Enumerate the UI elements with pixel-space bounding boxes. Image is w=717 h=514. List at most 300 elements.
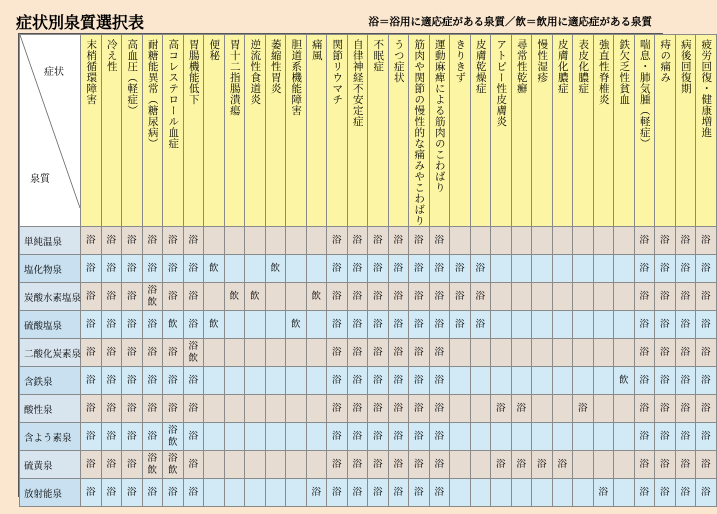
table-cell: 浴	[429, 479, 450, 507]
table-cell: 飲	[204, 311, 225, 339]
table-cell: 浴	[655, 451, 676, 479]
table-cell: 浴	[388, 255, 409, 283]
table-cell: 浴	[429, 451, 450, 479]
table-cell: 飲	[306, 283, 327, 311]
table-cell: 浴	[327, 311, 348, 339]
table-cell	[552, 395, 573, 423]
table-cell	[306, 423, 327, 451]
table-cell	[552, 255, 573, 283]
table-cell: 浴	[368, 227, 389, 255]
table-cell: 浴	[122, 395, 143, 423]
column-header	[511, 35, 532, 227]
table-cell	[450, 367, 471, 395]
table-cell	[552, 311, 573, 339]
table-cell	[450, 423, 471, 451]
table-cell: 浴	[634, 255, 655, 283]
table-cell	[306, 451, 327, 479]
table-cell: 浴	[634, 227, 655, 255]
table-cell: 浴	[491, 395, 512, 423]
spring-type-name: 含よう素泉	[20, 423, 81, 451]
column-header-label: 胃十二指腸潰瘍	[228, 39, 241, 116]
table-cell: 浴	[81, 367, 102, 395]
table-cell: 飲	[204, 255, 225, 283]
table-cell: 浴	[409, 283, 430, 311]
table-cell	[450, 451, 471, 479]
table-cell: 浴	[163, 227, 184, 255]
column-header	[286, 35, 307, 227]
table-cell: 浴	[101, 311, 122, 339]
table-cell	[614, 255, 635, 283]
table-cell: 浴	[306, 479, 327, 507]
table-row	[20, 451, 717, 479]
column-header	[573, 35, 594, 227]
table-cell: 浴	[101, 339, 122, 367]
table-cell: 浴	[183, 255, 204, 283]
page-title: 症状別泉質選択表	[16, 13, 145, 32]
table-cell: 浴	[429, 227, 450, 255]
table-cell	[470, 479, 491, 507]
table-cell	[470, 339, 491, 367]
table-cell	[450, 227, 471, 255]
table-cell: 浴	[655, 255, 676, 283]
table-body	[20, 227, 717, 507]
table-cell	[224, 227, 245, 255]
table-cell	[593, 255, 614, 283]
table-cell	[573, 451, 594, 479]
column-header-label: アトピー性皮膚炎	[495, 39, 508, 127]
table-cell: 浴	[655, 227, 676, 255]
table-cell	[614, 339, 635, 367]
table-cell: 浴	[388, 395, 409, 423]
table-cell: 浴	[327, 283, 348, 311]
table-cell: 浴	[409, 395, 430, 423]
table-cell: 浴 飲	[183, 339, 204, 367]
table-cell	[614, 423, 635, 451]
column-header-label: 高コレステロール血症	[167, 39, 180, 149]
table-cell	[265, 311, 286, 339]
table-cell: 浴	[634, 283, 655, 311]
table-cell	[593, 339, 614, 367]
table-cell	[511, 283, 532, 311]
table-cell: 浴	[122, 451, 143, 479]
table-cell	[491, 311, 512, 339]
table-cell: 浴	[347, 367, 368, 395]
table-cell	[286, 255, 307, 283]
table-cell: 浴	[101, 479, 122, 507]
table-cell	[532, 479, 553, 507]
table-cell: 浴	[122, 283, 143, 311]
table-cell	[511, 367, 532, 395]
table-cell: 浴	[450, 283, 471, 311]
table-cell	[286, 339, 307, 367]
table-cell	[593, 395, 614, 423]
table-cell: 浴	[142, 255, 163, 283]
table-cell: 浴	[81, 227, 102, 255]
table-cell: 浴	[81, 339, 102, 367]
table-cell	[491, 339, 512, 367]
table-cell	[532, 367, 553, 395]
table-cell: 浴	[163, 367, 184, 395]
table-cell: 浴	[634, 311, 655, 339]
table-cell: 浴	[409, 255, 430, 283]
table-cell: 浴	[101, 423, 122, 451]
table-cell: 浴	[409, 451, 430, 479]
table-cell: 浴	[675, 339, 696, 367]
column-header	[306, 35, 327, 227]
table-cell: 浴	[122, 227, 143, 255]
table-cell: 浴	[368, 423, 389, 451]
table-cell	[204, 423, 225, 451]
table-cell: 浴	[409, 311, 430, 339]
table-cell	[593, 367, 614, 395]
column-header-label: 関節リウマチ	[331, 39, 344, 105]
table-cell	[552, 283, 573, 311]
column-header	[429, 35, 450, 227]
table-row	[20, 395, 717, 423]
table-cell: 浴	[470, 311, 491, 339]
column-header	[655, 35, 676, 227]
table-cell: 浴	[183, 367, 204, 395]
table-cell: 飲	[245, 283, 266, 311]
table-cell: 浴	[655, 367, 676, 395]
column-header	[593, 35, 614, 227]
column-header-label: 強直性脊椎炎	[597, 39, 610, 105]
table-cell: 浴	[655, 479, 676, 507]
table-cell: 浴	[696, 255, 717, 283]
column-header	[634, 35, 655, 227]
table-cell: 浴	[183, 395, 204, 423]
table-cell: 浴	[101, 283, 122, 311]
table-cell	[245, 479, 266, 507]
table-cell	[573, 339, 594, 367]
table-cell: 浴	[552, 451, 573, 479]
table-cell	[511, 479, 532, 507]
table-cell: 浴	[675, 283, 696, 311]
table-cell: 浴	[122, 479, 143, 507]
column-header	[327, 35, 348, 227]
table-cell: 浴 飲	[163, 451, 184, 479]
table-cell: 浴	[81, 255, 102, 283]
table-row	[20, 423, 717, 451]
table-cell: 浴	[347, 479, 368, 507]
table-cell: 浴	[368, 479, 389, 507]
table-cell	[491, 479, 512, 507]
column-header	[142, 35, 163, 227]
column-header-label: 病後回復期	[679, 39, 692, 94]
table-cell	[286, 283, 307, 311]
table-cell: 浴	[388, 479, 409, 507]
table-cell	[552, 423, 573, 451]
column-header-label: 運動麻痺による筋肉のこわばり	[433, 39, 446, 193]
table-cell: 浴	[470, 283, 491, 311]
table-cell: 浴	[675, 395, 696, 423]
table-cell: 浴	[388, 283, 409, 311]
column-header	[552, 35, 573, 227]
table-cell: 浴	[388, 451, 409, 479]
table-cell	[450, 479, 471, 507]
table-cell	[224, 255, 245, 283]
table-cell: 浴	[409, 367, 430, 395]
column-header-label: 皮膚化膿症	[556, 39, 569, 94]
table-cell: 浴	[634, 479, 655, 507]
table-cell: 浴	[183, 283, 204, 311]
table-row	[20, 479, 717, 507]
table-cell	[532, 395, 553, 423]
table-cell: 浴	[532, 451, 553, 479]
table-cell	[245, 311, 266, 339]
table-cell	[573, 283, 594, 311]
table-cell: 浴	[368, 255, 389, 283]
selection-table	[19, 34, 717, 507]
table-row	[20, 283, 717, 311]
table-row	[20, 227, 717, 255]
selection-table-frame	[18, 33, 713, 500]
table-cell	[306, 255, 327, 283]
table-cell	[224, 479, 245, 507]
table-cell: 浴	[327, 479, 348, 507]
table-cell	[224, 367, 245, 395]
table-cell	[245, 255, 266, 283]
table-cell: 浴	[429, 367, 450, 395]
table-cell: 浴	[696, 479, 717, 507]
table-cell: 浴	[409, 339, 430, 367]
spring-type-name: 硫黄泉	[20, 451, 81, 479]
table-cell	[470, 227, 491, 255]
column-header-label: うつ症状	[392, 39, 405, 83]
table-cell	[552, 227, 573, 255]
table-cell	[593, 451, 614, 479]
table-cell	[532, 339, 553, 367]
table-cell: 浴	[101, 227, 122, 255]
column-header	[265, 35, 286, 227]
table-cell: 浴	[142, 367, 163, 395]
table-cell	[511, 311, 532, 339]
table-cell: 浴	[368, 283, 389, 311]
table-cell: 浴	[388, 311, 409, 339]
table-cell	[450, 339, 471, 367]
column-header	[409, 35, 430, 227]
table-cell	[491, 367, 512, 395]
table-cell	[306, 395, 327, 423]
table-cell	[204, 367, 225, 395]
column-header-label: 冷え性	[105, 39, 118, 72]
table-cell	[491, 227, 512, 255]
table-cell: 浴	[163, 395, 184, 423]
spring-type-name: 炭酸水素塩泉	[20, 283, 81, 311]
spring-type-name: 二酸化炭素泉	[20, 339, 81, 367]
table-cell: 浴	[675, 255, 696, 283]
column-header-label: 高血圧（軽症）	[126, 39, 139, 116]
column-header	[204, 35, 225, 227]
column-header-label: 皮膚乾燥症	[474, 39, 487, 94]
table-cell: 浴	[163, 283, 184, 311]
table-cell: 浴	[142, 479, 163, 507]
table-cell: 浴	[696, 395, 717, 423]
table-cell: 浴	[368, 367, 389, 395]
table-cell: 浴	[101, 451, 122, 479]
table-cell	[265, 227, 286, 255]
table-cell: 飲	[163, 311, 184, 339]
table-cell: 浴	[81, 451, 102, 479]
table-cell: 浴	[634, 423, 655, 451]
column-header	[245, 35, 266, 227]
table-cell: 浴	[347, 255, 368, 283]
table-cell: 浴	[347, 423, 368, 451]
table-cell	[491, 423, 512, 451]
table-cell	[265, 339, 286, 367]
table-cell	[245, 395, 266, 423]
table-cell: 浴	[368, 395, 389, 423]
table-cell	[573, 479, 594, 507]
table-cell: 浴	[573, 395, 594, 423]
table-cell: 浴 飲	[163, 423, 184, 451]
table-cell: 浴	[183, 479, 204, 507]
symptom-label: 症状	[44, 67, 64, 78]
table-cell: 浴	[142, 339, 163, 367]
table-cell	[306, 367, 327, 395]
table-cell	[470, 367, 491, 395]
column-header-label: 疲労回復・健康増進	[700, 39, 713, 138]
table-cell: 浴	[675, 311, 696, 339]
table-cell	[552, 479, 573, 507]
table-cell	[306, 227, 327, 255]
table-cell: 浴	[450, 255, 471, 283]
table-cell: 浴	[122, 367, 143, 395]
table-cell	[511, 423, 532, 451]
table-cell: 浴	[429, 255, 450, 283]
column-header	[224, 35, 245, 227]
table-cell	[532, 311, 553, 339]
table-cell: 浴	[327, 227, 348, 255]
column-header-label: 逆流性食道炎	[249, 39, 262, 105]
column-header-label: 表皮化膿症	[577, 39, 590, 94]
column-header	[183, 35, 204, 227]
table-cell: 飲	[224, 283, 245, 311]
table-row	[20, 367, 717, 395]
table-cell: 浴 飲	[142, 283, 163, 311]
table-cell	[491, 255, 512, 283]
table-cell: 浴	[675, 479, 696, 507]
table-cell	[245, 367, 266, 395]
table-cell: 浴	[101, 255, 122, 283]
spring-type-name: 含鉄泉	[20, 367, 81, 395]
table-cell: 浴	[368, 451, 389, 479]
table-cell: 浴	[696, 283, 717, 311]
column-header-label: 痔の痛み	[659, 39, 672, 83]
table-cell: 浴	[183, 451, 204, 479]
table-cell: 浴	[81, 395, 102, 423]
table-cell: 浴	[368, 339, 389, 367]
table-cell	[470, 423, 491, 451]
table-cell	[224, 339, 245, 367]
column-header-label: 筋肉や関節の慢性的な痛みやこわばり	[413, 39, 426, 226]
table-cell	[532, 283, 553, 311]
table-cell	[204, 479, 225, 507]
table-cell: 浴	[122, 255, 143, 283]
table-cell: 浴	[142, 423, 163, 451]
table-cell	[593, 423, 614, 451]
column-header-label: 尋常性乾癬	[515, 39, 528, 94]
spring-type-name: 単純温泉	[20, 227, 81, 255]
header-row	[20, 35, 717, 227]
table-cell: 浴	[634, 339, 655, 367]
table-cell	[532, 227, 553, 255]
table-cell	[265, 423, 286, 451]
table-cell: 浴	[634, 395, 655, 423]
table-cell	[491, 283, 512, 311]
column-header-label: 萎縮性胃炎	[269, 39, 282, 94]
table-cell	[204, 395, 225, 423]
column-header	[81, 35, 102, 227]
column-header	[101, 35, 122, 227]
table-cell: 浴	[675, 423, 696, 451]
column-header-label: 末梢循環障害	[85, 39, 98, 105]
table-cell	[245, 451, 266, 479]
table-cell	[286, 395, 307, 423]
table-cell: 浴	[409, 423, 430, 451]
table-cell	[511, 339, 532, 367]
table-cell	[204, 283, 225, 311]
column-header	[675, 35, 696, 227]
table-cell: 浴	[696, 227, 717, 255]
table-cell: 浴	[511, 395, 532, 423]
table-cell	[573, 255, 594, 283]
table-cell	[224, 395, 245, 423]
table-cell: 浴	[655, 283, 676, 311]
table-cell: 浴	[696, 451, 717, 479]
table-cell	[204, 451, 225, 479]
table-cell	[245, 423, 266, 451]
table-cell	[573, 367, 594, 395]
table-cell	[286, 367, 307, 395]
column-header	[163, 35, 184, 227]
table-cell: 浴	[347, 283, 368, 311]
table-cell	[286, 227, 307, 255]
table-cell: 浴	[696, 423, 717, 451]
table-cell: 浴	[347, 339, 368, 367]
column-header-label: 鉄欠乏性貧血	[618, 39, 631, 105]
table-cell	[511, 255, 532, 283]
table-cell: 浴	[675, 451, 696, 479]
table-cell	[470, 395, 491, 423]
table-cell: 浴	[81, 311, 102, 339]
column-header	[347, 35, 368, 227]
table-cell: 浴	[675, 367, 696, 395]
corner-cell	[20, 35, 81, 227]
column-header	[388, 35, 409, 227]
table-cell: 浴	[634, 451, 655, 479]
table-cell	[593, 227, 614, 255]
table-cell: 浴	[347, 311, 368, 339]
table-cell: 浴	[183, 227, 204, 255]
table-cell	[614, 283, 635, 311]
table-cell: 浴	[327, 395, 348, 423]
table-cell	[265, 451, 286, 479]
table-cell: 浴	[429, 339, 450, 367]
table-cell	[614, 395, 635, 423]
table-cell: 浴	[163, 339, 184, 367]
table-cell: 浴	[327, 255, 348, 283]
spring-type-name: 酸性泉	[20, 395, 81, 423]
table-cell: 浴	[327, 451, 348, 479]
table-cell	[470, 451, 491, 479]
table-cell: 浴	[81, 283, 102, 311]
table-cell	[450, 395, 471, 423]
table-cell: 浴	[450, 311, 471, 339]
table-cell: 浴	[163, 479, 184, 507]
table-cell: 浴	[388, 423, 409, 451]
column-header-label: 胃腸機能低下	[187, 39, 200, 105]
